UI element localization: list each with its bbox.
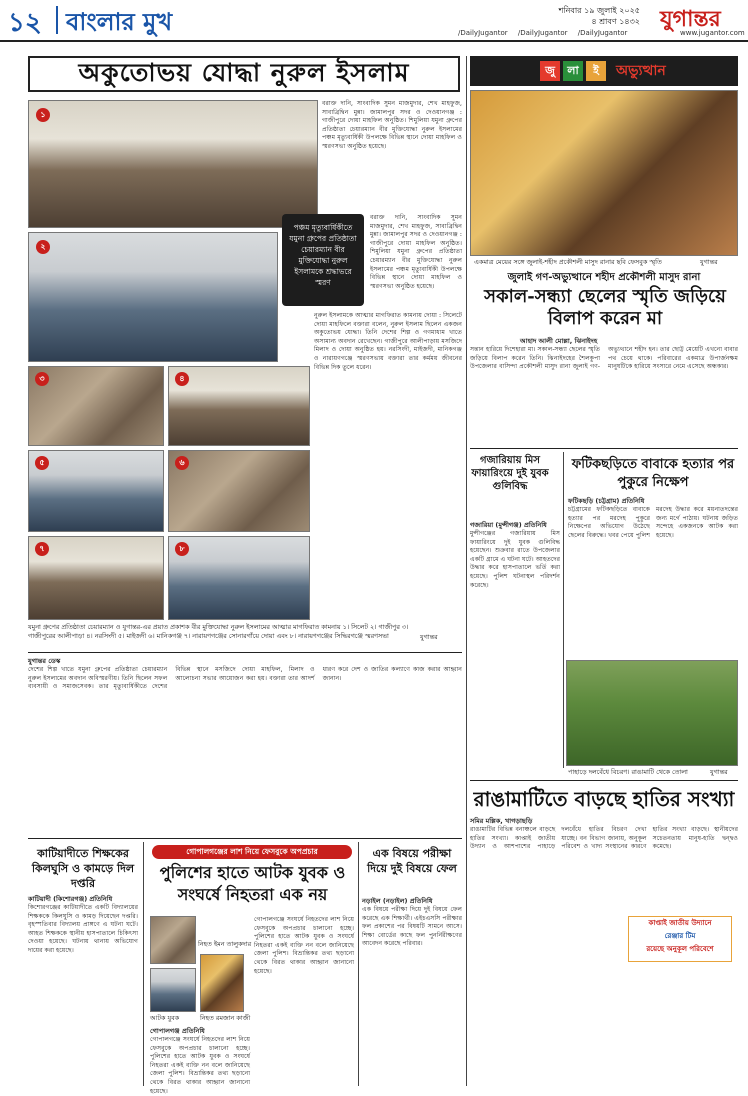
story7-body-cont-text: গোপালগঞ্জে সংঘর্ষে নিহতদের লাশ নিয়ে ফেসবুকে অপপ্রচার চালানো হচ্ছে। পুলিশের হাতে আটক যুবক ও সংঘর্ষে নিহতরা একই ব্যক্তি নন বলে জানিয়েছে জেলা পুলিশ। বিভ্রান্তিকর তথ্য ছড়ানো থেকে বিরত থাকার আহ্বান জানানো হয়েছে।: [254, 916, 354, 975]
divider: [470, 780, 738, 781]
story6-byline: কাটিয়াদী (কিশোরগঞ্জ) প্রতিনিধি: [28, 895, 113, 903]
story1-photo-6: [168, 450, 310, 532]
date-line-1: শনিবার ১৯ জুলাই ২০২৫: [558, 6, 640, 15]
divider: [28, 652, 462, 653]
july-word: অভ্যুত্থান: [616, 63, 666, 79]
photo-number-3: ৩: [35, 372, 49, 386]
story7-body-text: গোপালগঞ্জে সংঘর্ষে নিহতদের লাশ নিয়ে ফেসবুকে অপপ্রচার চালানো হচ্ছে। পুলিশের হাতে আটক যুবক ও সংঘর্ষে নিহতরা একই ব্যক্তি নন বলে জানিয়েছে জেলা পুলিশ। বিভ্রান্তিকর তথ্য ছড়ানো থেকে বিরত থাকার আহ্বান জানানো হয়েছে।: [150, 1036, 250, 1095]
story7-photo-1: [150, 916, 196, 964]
story1-credit: যুগান্তর: [420, 633, 438, 641]
story1-body-right: [370, 214, 462, 306]
quote-line-3: রয়েছে অনুকূল পরিবেশে: [646, 945, 714, 953]
photo-number-6: ৬: [175, 456, 189, 470]
july-tile-3: ই: [586, 61, 606, 81]
story2-headline: সকাল-সন্ধ্যা ছেলের স্মৃতি জড়িয়ে বিলাপ করেন মা: [484, 286, 726, 329]
story1-body-top-text: বরাক্ত দানি, সাংবাদিক সুমন মাজমুদার, শেখ মাহফুজ, সাবাব্রিদ্বিন মুন্না। জামালপুর সদর ও দেওয়ানগঞ্জ : গাজীপুরে দোয়া মাহফিল অনুষ্ঠিত। শিমুলিয়া যমুনা গ্রুপের প্রতিষ্ঠাতা চেয়ারম্যান বীর মুক্তিযোদ্ধা নুরুল ইসলামের পঞ্চম মৃত্যুবার্ষিকী উপলক্ষে বিভিন্ন স্থানে দোয়া মাহফিল ও স্মরণসভা অনুষ্ঠিত হয়েছে।: [322, 100, 462, 150]
july-tile-1: জু: [540, 61, 560, 81]
story5-headline: রাঙামাটিতে বাড়ছে হাতির সংখ্যা: [473, 787, 735, 811]
column-divider: [143, 842, 144, 1086]
story5-quote-box: [628, 916, 732, 962]
story5-photo-credit: যুগান্তর: [710, 768, 728, 776]
story7-photo-caption-1: নিহত ইমন তালুকদার: [198, 940, 252, 948]
elephant-photo: [566, 660, 738, 766]
photo-number-8: ৮: [175, 542, 189, 556]
divider: [470, 448, 738, 449]
story1-desk-byline: যুগান্তর ডেস্ক: [28, 657, 61, 665]
story4-headline: ফটিকছড়িতে বাবাকে হত্যার পর পুকুরে নিক্ষেপ: [571, 457, 735, 490]
date-line-2: ৪ শ্রাবণ ১৪৩২: [591, 17, 640, 26]
story6-headline: কাটিয়াদীতে শিক্ষকের কিলঘুসি ও কামড়ে দিল দপ্তরি: [31, 847, 135, 890]
photo-number-5: ৫: [35, 456, 49, 470]
facebook-handle[interactable]: /DailyJugantor: [577, 29, 628, 37]
story2-byline: আহাদ আলী মোল্লা, ঝিনাইদহ: [520, 337, 598, 345]
story7-photo-3: [200, 954, 244, 1012]
twitter-handle[interactable]: /DailyJugantor: [458, 29, 508, 37]
story1-body-mid-text: নুরুল ইসলামকে আত্মার মাগফিরাত কামনায় দোয়া : সিলেটে দোয়া মাহফিলে বক্তারা বলেন, নুরুল ইসলাম ছিলেন একজন অকুতোভয় যোদ্ধা। তিনি দেশের শিল্প ও গণমাধ্যম খাতে অসামান্য অবদান রেখেছেন। গাজীপুরে আলীপাড়ায় মসজিদে মিলাদ ও দোয়া অনুষ্ঠিত হয়। নরসিংদী, মাইজদী, মানিকগঞ্জ ও নারায়ণগঞ্জে স্মরণসভায় বক্তারা তার কর্মময় জীবনের বিভিন্ন দিক তুলে ধরেন।: [314, 312, 462, 371]
quote-line-1: কাপ্তাই জাতীয় উদ্যানে: [648, 919, 712, 927]
story1-banner-text: অকুতোভয় যোদ্ধা নুরুল ইসলাম: [78, 57, 410, 87]
story6-body: [28, 904, 138, 1086]
story2-photo-caption: একমাত্র মেয়ের সঙ্গে জুলাই-শহীদ প্রকৌশলী মাসুদ রানার ছবি ফেসবুক স্মৃতি: [474, 258, 662, 266]
story3-headline: গজারিয়ায় মিস ফায়ারিংয়ে দুই যুবক গুলিবিদ্ধ: [471, 455, 549, 492]
story7-photo-caption-2: আটক যুবক: [150, 1014, 180, 1022]
story7-photo-caption-3: নিহত রমজান কাজী: [200, 1014, 251, 1022]
story7-photo-2: [150, 968, 196, 1012]
story1-photo-1: [28, 100, 318, 228]
quote-line-2: রেঞ্জার টিম: [664, 932, 696, 940]
story4-byline: ফটিকছড়ি (চট্টগ্রাম) প্রতিনিধি: [568, 497, 645, 505]
story3-body-text: মুন্সীগঞ্জের গজারিয়ায় মিস ফায়ারিংয়ে দুই যুবক গুলিবিদ্ধ হয়েছেন। শুক্রবার রাতে উপজেলার একটি গ্রামে এ ঘটনা ঘটে। আহতদের উদ্ধার করে হাসপাতালে ভর্তি করা হয়েছে। পুলিশ ঘটনাস্থল পরিদর্শন করেছে।: [470, 530, 560, 589]
page-number: ১২: [8, 8, 42, 38]
story7-headline: পুলিশের হাতে আটক যুবক ও সংঘর্ষে নিহতরা এক নয়: [159, 863, 346, 904]
photo-number-4: ৪: [175, 372, 189, 386]
story1-caption-text: যমুনা গ্রুপের প্রতিষ্ঠাতা চেয়ারম্যান ও যুগান্তর-এর প্রয়াত প্রকাশক বীর মুক্তিযোদ্ধা নুরুল ইসলামের আত্মার মাগফিরাত কামনায় ১। সিলেট ২। গাজীপুর ৩। গাজীপুরের আলীপাড়া ৪। নরসিংদী ৫। মাইজদী ৬। মানিকগঞ্জ ৭। নারায়ণগঞ্জের সোনারগাঁয়ে দোয়া এবং ৮। নারায়ণগঞ্জের সিদ্ধিরগঞ্জে স্মরণসভা: [28, 623, 409, 640]
date-block: [500, 5, 640, 27]
story8-headline: এক বিষয়ে পরীক্ষা দিয়ে দুই বিষয়ে ফেল: [367, 847, 457, 875]
story6-body-text: কিশোরগঞ্জের কাটিয়াদীতে একটি বিদ্যালয়ের শিক্ষককে কিলঘুসি ও কামড় দিয়েছেন দপ্তরি। বৃহস্পতিবার বিদ্যালয় প্রাঙ্গণে এ ঘটনা ঘটে। আহত শিক্ষককে স্থানীয় হাসপাতালে চিকিৎসা দেওয়া হয়েছে। ঘটনায় থানায় অভিযোগ দায়ের করা হয়েছে।: [28, 904, 138, 954]
story1-body-top: [322, 100, 462, 212]
story2-body: [470, 346, 738, 444]
website-link[interactable]: www.jugantor.com: [680, 29, 745, 37]
memorial-callout: পঞ্চম মৃত্যুবার্ষিকীতে যমুনা গ্রুপের প্রতিষ্ঠাতা চেয়ারম্যান বীর মুক্তিযোদ্ধা নুরুল ইসলামকে শ্রদ্ধাভরে স্মরণ: [282, 214, 364, 306]
july-tile-2: লা: [563, 61, 583, 81]
story3-body: [470, 530, 560, 766]
youtube-handle[interactable]: /DailyJugantor: [517, 29, 568, 37]
story4-body-text: চট্টগ্রামের ফটিকছড়িতে বাবাকে হত্যার পর মরদেহ পুকুরে নিক্ষেপের অভিযোগ উঠেছে ছেলের বিরুদ্ধে। খবর পেয়ে পুলিশ মরদেহ উদ্ধার করে ময়নাতদন্তের জন্য মর্গে পাঠায়। ঘটনায় জড়িত সন্দেহে একজনকে আটক করা হয়েছে।: [568, 506, 738, 539]
story7-body-cont: [254, 916, 354, 1086]
story7-byline: গোপালগঞ্জ প্রতিনিধি: [150, 1027, 205, 1035]
newspaper-logo: যুগান্তর: [660, 6, 721, 32]
story1-body-bottom: [28, 666, 462, 834]
section-title: বাংলার মুখ: [66, 7, 173, 36]
column-divider: [563, 452, 564, 768]
photo-number-1: ১: [36, 108, 50, 122]
column-divider: [466, 56, 467, 1086]
divider: [28, 838, 462, 839]
story2-photo: [470, 90, 738, 256]
story7-tag: গোপালগঞ্জের লাশ নিয়ে ফেসবুকে অপপ্রচার: [152, 845, 352, 859]
social-handles: [458, 29, 635, 37]
story3-byline: গজারিয়া (মুন্সীগঞ্জ) প্রতিনিধি: [470, 521, 547, 529]
story4-body: [568, 506, 738, 656]
story1-photo-4: [168, 366, 310, 446]
story1-body-bottom-text: দেশের শিল্প খাতে যমুনা গ্রুপের প্রতিষ্ঠাতা চেয়ারম্যান নুরুল ইসলামের অবদান অবিস্মরণীয়। তিনি ছিলেন সফল ব্যবসায়ী ও সমাজসেবক। তার মৃত্যুবার্ষিকীতে দেশের বিভিন্ন স্থানে মসজিদে দোয়া মাহফিল, মিলাদ ও আলোচনা সভার আয়োজন করা হয়। বক্তারা তার আদর্শ ধারণ করে দেশ ও জাতির কল্যাণে কাজ করার আহ্বান জানান।: [28, 666, 462, 691]
story8-byline: নড়াইল (নড়াইল) প্রতিনিধি: [362, 897, 433, 905]
story1-photo-2: [28, 232, 278, 362]
masthead-divider: [56, 6, 58, 34]
story5-photo-caption: পাহাড়ে দলবেঁধে বিচরণ। রাঙামাটি থেকে তোলা: [568, 768, 688, 776]
story8-body: [362, 906, 462, 1086]
story8-body-text: এক বিষয়ে পরীক্ষা দিয়ে দুই বিষয়ে ফেল করেছে এক শিক্ষার্থী। এইচএসসি পরীক্ষার ফল প্রকাশের পর বিষয়টি সামনে আসে। শিক্ষা বোর্ডের কাছে ফল পুনর্নিরীক্ষণের আবেদন করেছে পরিবার।: [362, 906, 462, 948]
story2-body-text: সন্তান হারিয়ে দিশেহারা মা। সকাল-সন্ধ্যা ছেলের স্মৃতি জড়িয়ে বিলাপ করেন তিনি। ঝিনাইদহের শৈলকুপা উপজেলার বাসিন্দা প্রকৌশলী মাসুদ রানা জুলাই গণ-অভ্যুত্থানে শহীদ হন। তার ছোট্ট মেয়েটি এখনো বাবার পথ চেয়ে থাকে। পরিবারের একমাত্র উপার্জনক্ষম মানুষটিকে হারিয়ে সংসারে নেমে এসেছে অন্ধকার।: [470, 346, 738, 371]
story5-body-text: রাঙামাটির বিভিন্ন বনাঞ্চলে বাড়ছে হাতির সংখ্যা। কাপ্তাই জাতীয় উদ্যান ও আশপাশের পাহাড়ে দলবেঁধে হাতির বিচরণ দেখা যাচ্ছে। বন বিভাগ জানায়, অনুকূল পরিবেশ ও খাদ্য সংস্থানের কারণে হাতির সংখ্যা বাড়ছে। স্থানীয়দের সচেতনতায় মানুষ-হাতি দ্বন্দ্বও কমেছে।: [470, 826, 738, 851]
story1-caption: [28, 623, 418, 641]
photo-number-2: ২: [36, 240, 50, 254]
story1-banner: [28, 56, 460, 92]
photo-number-7: ৭: [35, 542, 49, 556]
july-uprising-strip: [470, 56, 738, 86]
story1-photo-8: [168, 536, 310, 620]
story1-body-mid: [314, 312, 462, 620]
story2-kicker: জুলাই গণ-অভ্যুত্থানে শহীদ প্রকৌশলী মাসুদ রানা: [507, 272, 701, 283]
column-divider: [358, 842, 359, 1086]
story1-body-right-text: বরাক্ত দানি, সাংবাদিক সুমন মাজমুদার, শেখ মাহফুজ, সাবাব্রিদ্বিন মুন্না। জামালপুর সদর ও দেওয়ানগঞ্জ : গাজীপুরে দোয়া মাহফিল অনুষ্ঠিত। শিমুলিয়া যমুনা গ্রুপের প্রতিষ্ঠাতা চেয়ারম্যান বীর মুক্তিযোদ্ধা নুরুল ইসলামের পঞ্চম মৃত্যুবার্ষিকী উপলক্ষে বিভিন্ন স্থানে দোয়া মাহফিল ও স্মরণসভা অনুষ্ঠিত হয়েছে।: [370, 214, 462, 290]
story5-byline: সমির মল্লিক, খাগড়াছড়ি: [470, 817, 533, 825]
story2-photo-credit: যুগান্তর: [700, 258, 718, 266]
story7-body: [150, 1036, 250, 1095]
masthead: [0, 0, 748, 42]
